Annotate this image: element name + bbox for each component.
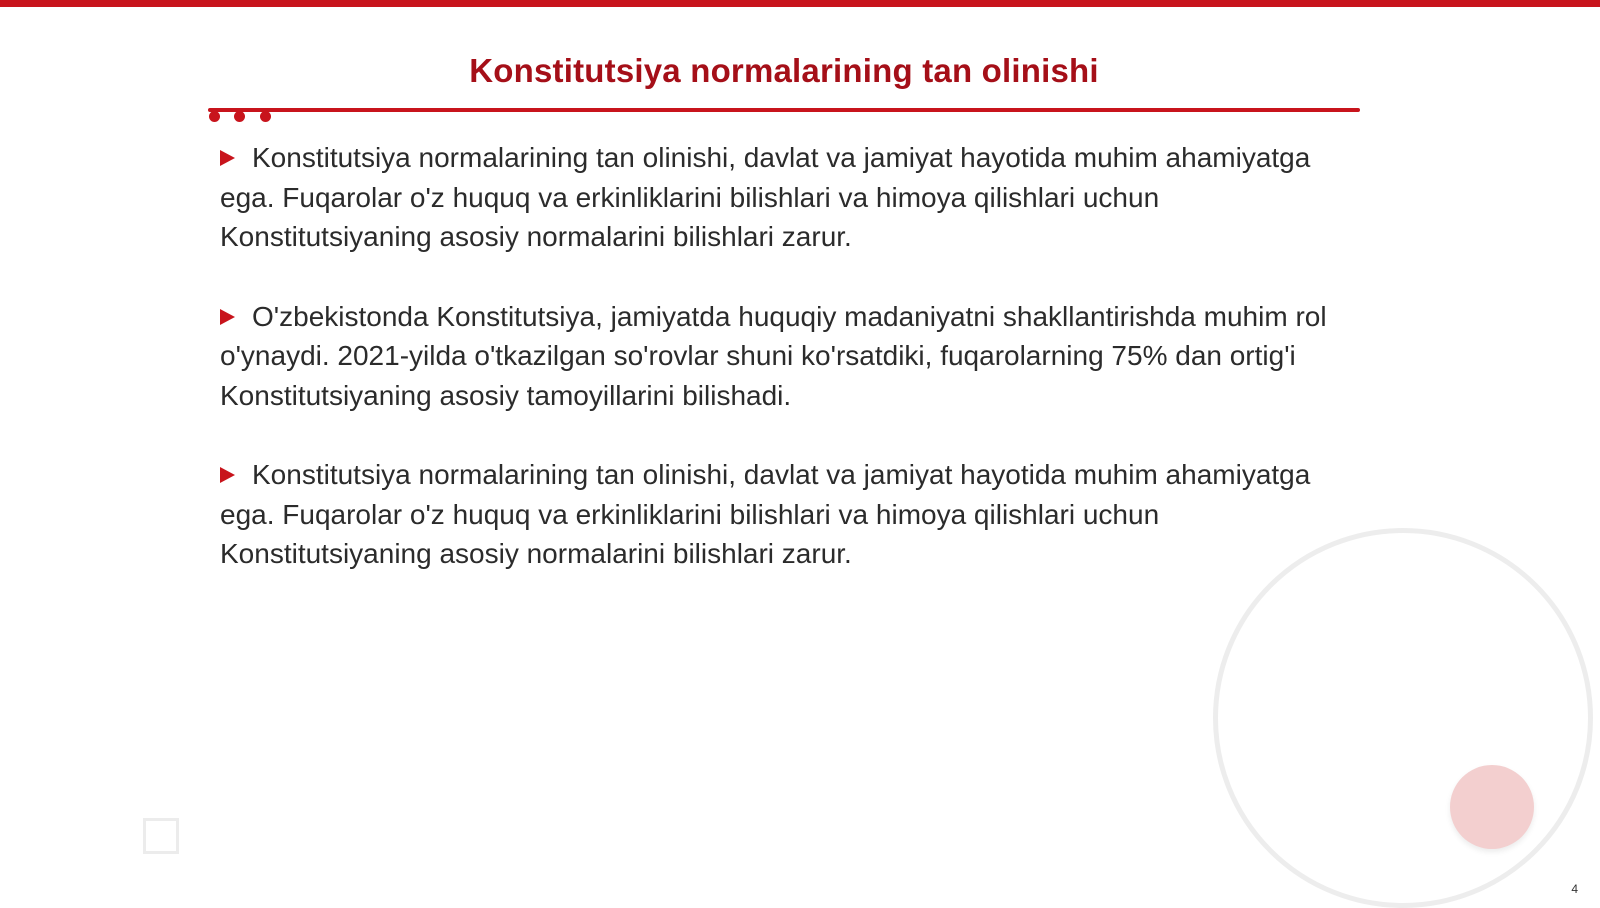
top-accent-bar bbox=[0, 0, 1600, 7]
bullet-paragraph bbox=[220, 138, 1340, 257]
page-number: 4 bbox=[1571, 882, 1578, 896]
paragraph-text: Konstitutsiya normalarining tan olinishi, davlat va jamiyat hayotida muhim ahamiyatga ega. Fuqarolar o'z huquq va erkinliklarini bilishlari va himoya qilishlari uchun Konstitutsiyaning asosiy normalarini bilishlari zarur. bbox=[220, 142, 1311, 252]
decor-dot bbox=[260, 111, 271, 122]
decor-dot bbox=[234, 111, 245, 122]
paragraph-text: O'zbekistonda Konstitutsiya, jamiyatda huquqiy madaniyatni shakllantirishda muhim rol o'ynaydi. 2021-yilda o'tkazilgan so'rovlar shuni ko'rsatdiki, fuqarolarning 75% dan ortig'i Konstitutsiyaning asosiy tamoyillarini bilishadi. bbox=[220, 300, 1327, 411]
decor-pink-circle bbox=[1450, 765, 1534, 849]
triangle-right-icon bbox=[220, 150, 235, 166]
triangle-right-icon bbox=[220, 467, 235, 483]
triangle-right-icon bbox=[220, 309, 235, 325]
paragraph-text: Konstitutsiya normalarining tan olinishi, davlat va jamiyat hayotida muhim ahamiyatga ega. Fuqarolar o'z huquq va erkinliklarini bilishlari va himoya qilishlari uchun Konstitutsiyaning asosiy normalarini bilishlari zarur. bbox=[220, 459, 1311, 569]
decor-dot bbox=[209, 111, 220, 122]
slide-body bbox=[220, 138, 1340, 614]
bullet-paragraph bbox=[220, 455, 1340, 574]
slide-title: Konstitutsiya normalarining tan olinishi bbox=[469, 52, 1099, 89]
title-underline bbox=[208, 108, 1360, 112]
decor-ring bbox=[1213, 528, 1593, 908]
decor-square bbox=[143, 818, 179, 854]
bullet-paragraph bbox=[220, 297, 1340, 416]
